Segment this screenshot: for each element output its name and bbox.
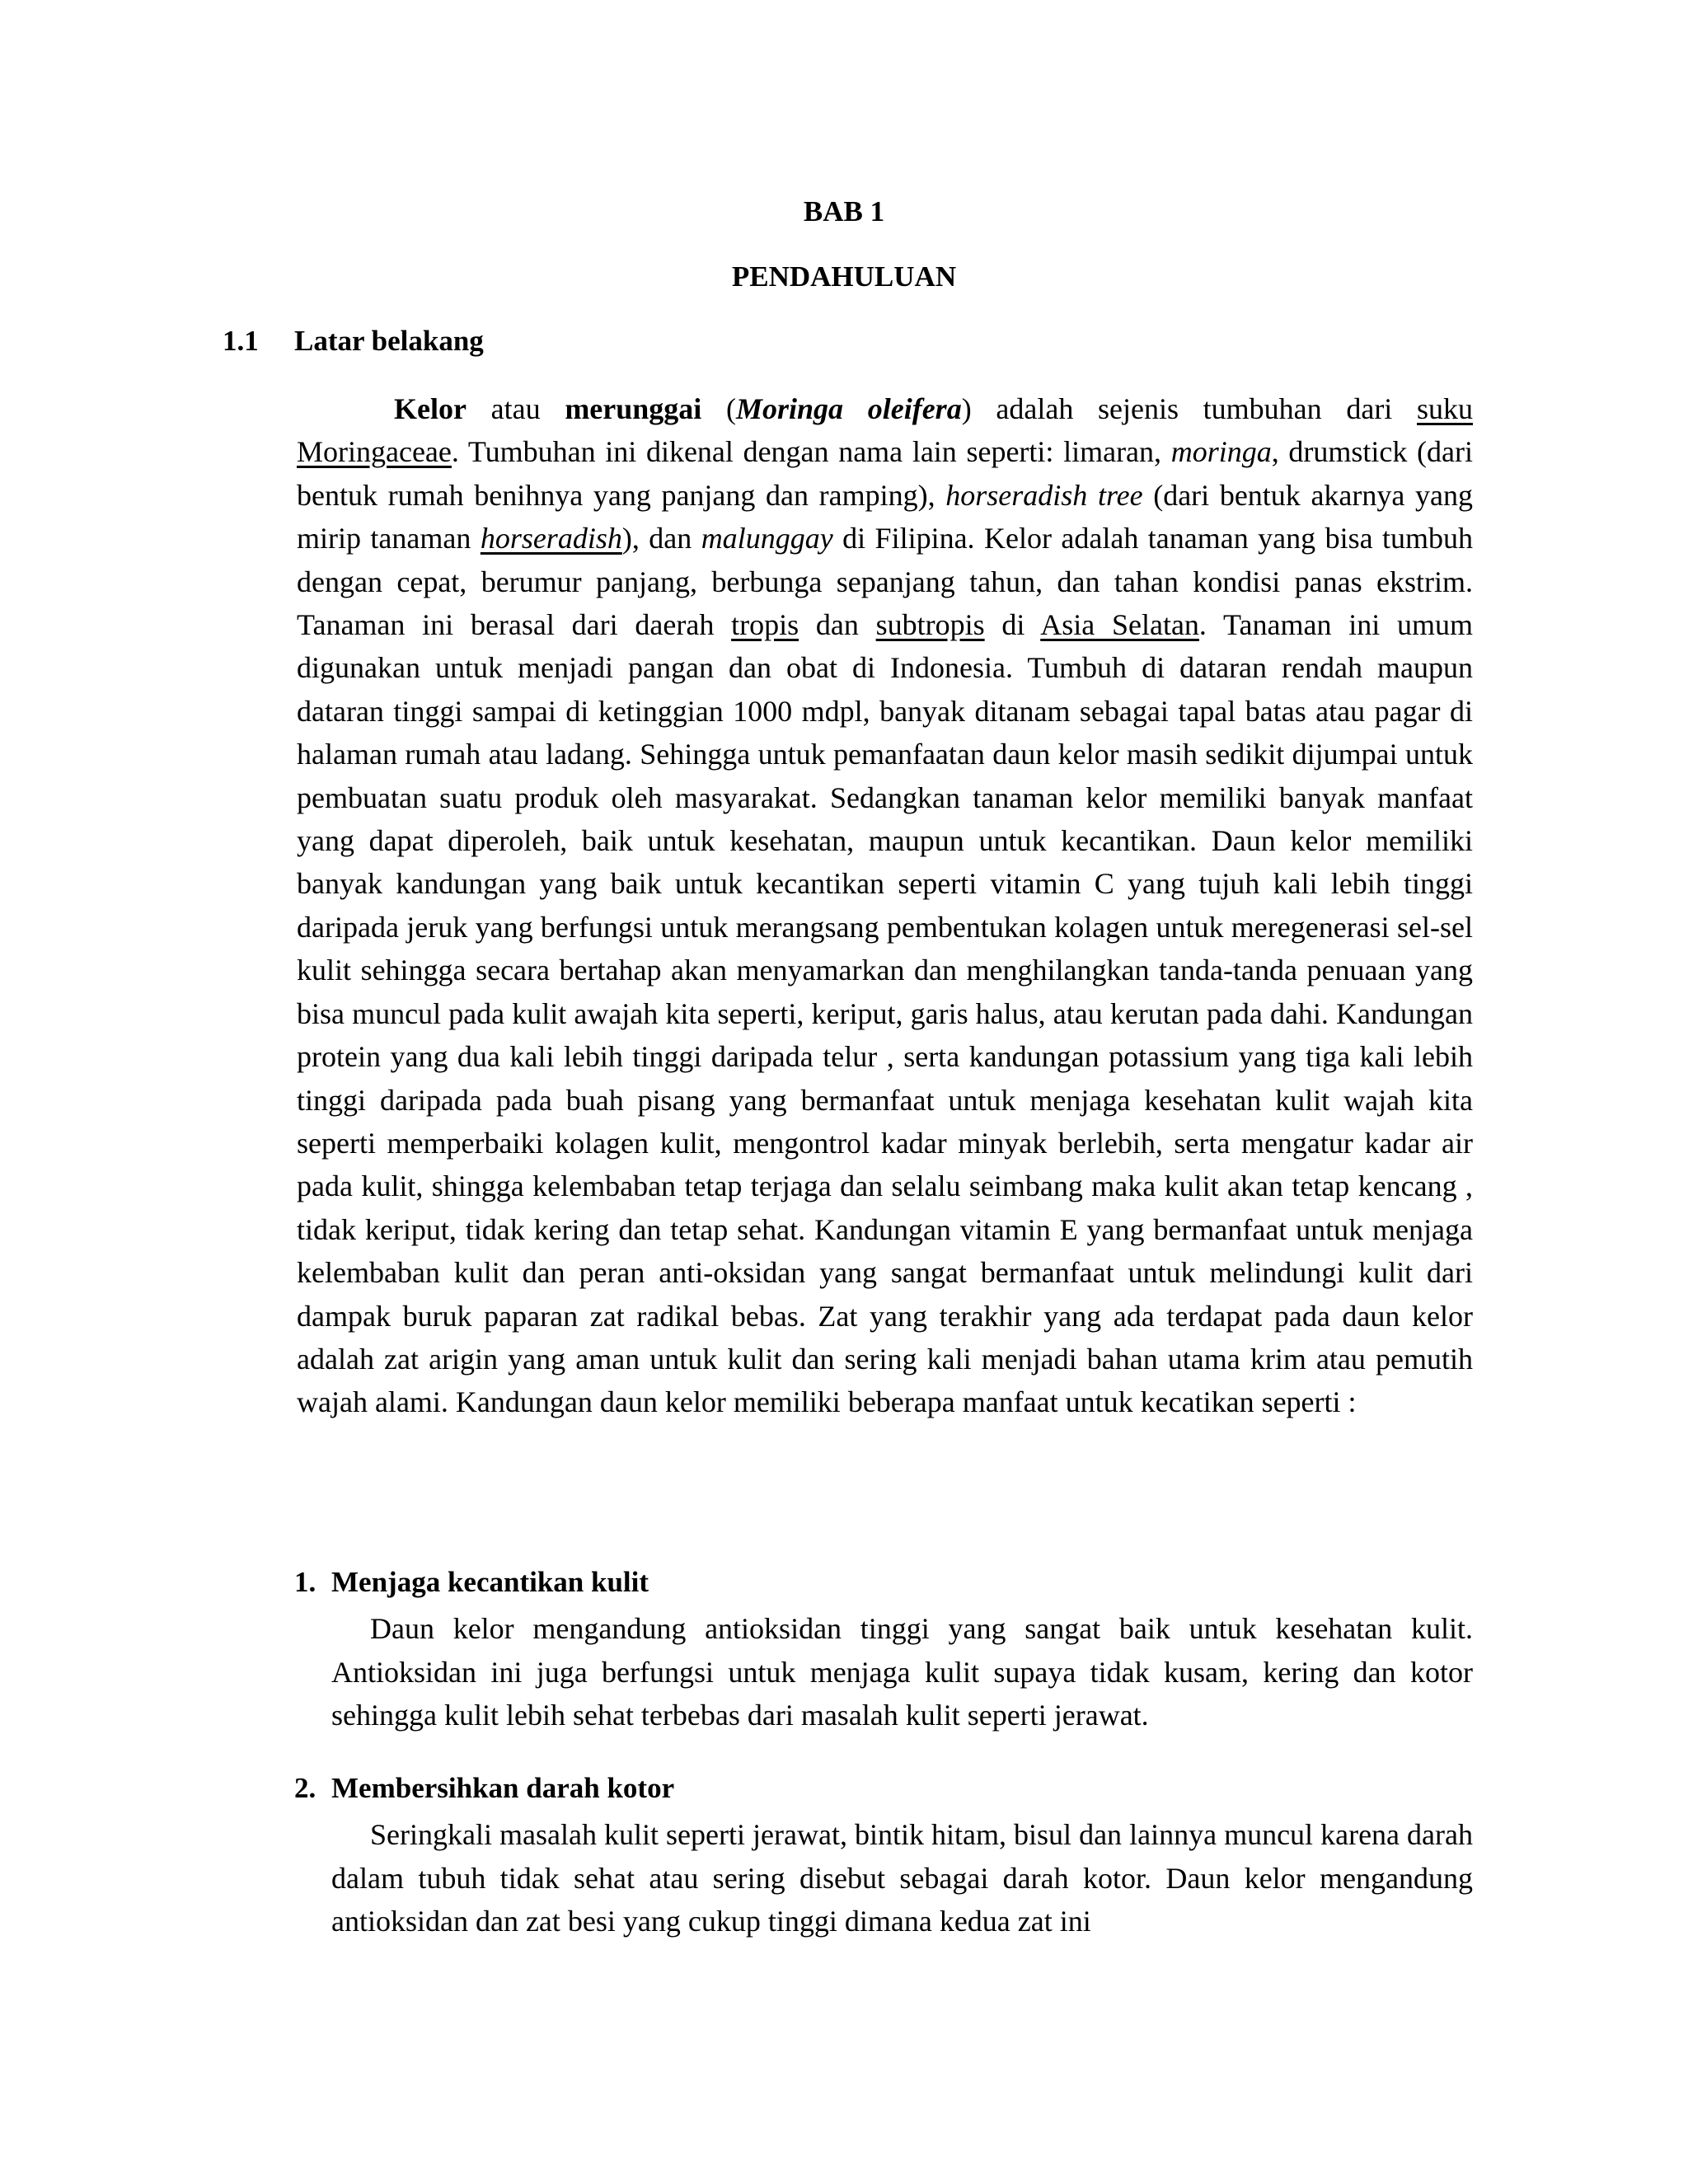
benefit-item xyxy=(294,1770,1473,1943)
section-heading xyxy=(223,325,484,358)
text-run: ( xyxy=(701,392,736,425)
link-suku[interactable]: suku xyxy=(1417,392,1474,425)
term-kelor: Kelor xyxy=(394,392,467,425)
text-run: (dari bentuk akarnya yang mirip tanaman xyxy=(297,478,1473,555)
benefit-body xyxy=(331,1813,1473,1943)
alt-name-moringa: moringa xyxy=(1170,435,1272,469)
benefit-heading xyxy=(294,1770,1473,1807)
link-horseradish[interactable]: horseradish xyxy=(480,522,622,555)
alt-name-horseradish-tree: horseradish tree xyxy=(945,478,1143,512)
term-merunggai: merunggai xyxy=(565,392,702,425)
benefit-text: Daun kelor mengandung antioksidan tinggi yang sangat baik untuk kesehatan kulit. Antioksidan ini juga berfungsi untuk menjaga kulit supaya tidak kusam, kering dan kotor sehingga kulit lebih sehat terbebas dari masalah kulit seperti jerawat. xyxy=(331,1612,1473,1732)
benefit-heading xyxy=(294,1564,1473,1601)
benefit-title: Membersihkan darah kotor xyxy=(331,1772,675,1804)
text-run: di Filipina. Kelor adalah tanaman yang bisa tumbuh dengan cepat, berumur panjang, berbunga sepanjang tahun, dan tahan kondisi panas ekstrim. Tanaman ini berasal dari daerah xyxy=(297,522,1473,642)
link-tropis[interactable]: tropis xyxy=(731,608,799,642)
text-run: atau xyxy=(466,392,565,425)
benefit-number: 1. xyxy=(294,1566,316,1598)
text-run: dan xyxy=(799,608,876,642)
benefit-body xyxy=(331,1607,1473,1737)
alt-name-malunggay: malunggay xyxy=(701,522,833,555)
scientific-name: Moringa oleifera xyxy=(736,392,962,425)
chapter-title: PENDAHULUAN xyxy=(731,260,957,293)
benefit-title: Menjaga kecantikan kulit xyxy=(331,1566,649,1598)
section-number: 1.1 xyxy=(223,325,259,357)
link-moringaceae[interactable]: Moringaceae xyxy=(297,435,452,469)
text-run: . Tanaman ini umum digunakan untuk menjadi pangan dan obat di Indonesia. Tumbuh di dataran rendah maupun dataran tinggi sampai di ketinggian 1000 mdpl, banyak ditanam sebagai tapal batas atau pagar di halaman rumah atau ladang. Sehingga untuk pemanfaatan daun kelor masih sedikit dijumpai untuk pembuatan suatu produk oleh masyarakat. Sedangkan tanaman kelor memiliki banyak manfaat yang dapat diperoleh, baik untuk kesehatan, maupun untuk kecantikan. Daun kelor memiliki banyak kandungan yang baik untuk kecantikan seperti vitamin C yang tujuh kali lebih tinggi daripada jeruk yang berfungsi untuk merangsang pembentukan kolagen untuk meregenerasi sel-sel kulit sehingga secara bertahap akan menyamarkan dan menghilangkan tanda-tanda penuaan yang bisa muncul pada kulit awajah kita seperti, keriput, garis halus, atau kerutan pada dahi. Kandungan protein yang dua kali lebih tinggi daripada telur , serta kandungan potassium yang tiga kali lebih tinggi daripada pada buah pisang yang bermanfaat untuk menjaga kesehatan kulit wajah kita seperti memperbaiki kolagen kulit, mengontrol kadar minyak berlebih, serta mengatur kadar air pada kulit, shingga kelembaban tetap terjaga dan selalu seimbang maka kulit akan tetap kencang , tidak keriput, tidak kering dan tetap sehat. Kandungan vitamin E yang bermanfaat untuk menjaga kelembaban kulit dan peran anti-oksidan yang sangat bermanfaat untuk melindungi kulit dari dampak buruk paparan zat radikal bebas. Zat yang terakhir yang ada terdapat pada daun kelor adalah zat arigin yang aman untuk kulit dan sering kali menjadi bahan utama krim atau pemutih wajah alami. Kandungan daun kelor memiliki beberapa manfaat untuk kecatikan seperti : xyxy=(297,608,1473,1419)
text-run: di xyxy=(984,608,1041,642)
benefit-item xyxy=(294,1564,1473,1737)
link-subtropis[interactable]: subtropis xyxy=(875,608,985,642)
text-run: ) adalah sejenis tumbuhan dari xyxy=(961,392,1417,425)
text-run: . Tumbuhan ini dikenal dengan nama lain seperti: limaran, xyxy=(451,435,1171,469)
chapter-label: BAB 1 xyxy=(803,195,885,227)
link-asia-selatan[interactable]: Asia Selatan xyxy=(1040,608,1199,642)
text-run: ), dan xyxy=(621,522,701,555)
section-title: Latar belakang xyxy=(294,325,484,357)
intro-paragraph xyxy=(297,387,1473,1424)
benefit-number: 2. xyxy=(294,1772,316,1804)
text-run: , drumstick (dari bentuk rumah benihnya yang panjang dan ramping), xyxy=(297,435,1473,512)
benefit-text: Seringkali masalah kulit seperti jerawat, bintik hitam, bisul dan lainnya muncul karena darah dalam tubuh tidak sehat atau sering disebut sebagai darah kotor. Daun kelor mengandung antioksidan dan zat besi yang cukup tinggi dimana kedua zat ini xyxy=(331,1818,1473,1938)
intro-paragraph-block xyxy=(297,387,1473,1424)
